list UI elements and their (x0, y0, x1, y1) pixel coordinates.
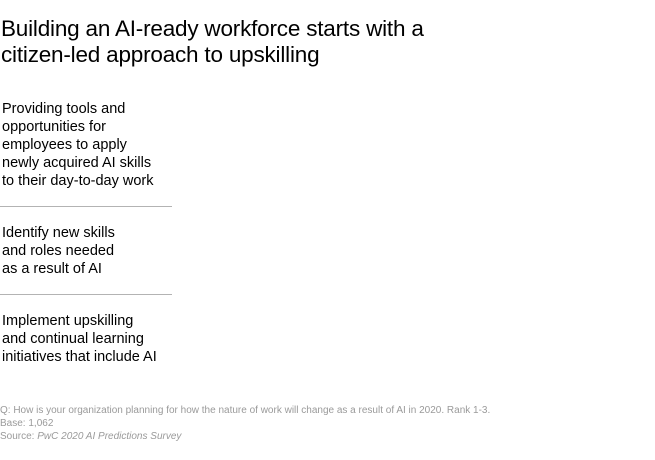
source-line (0, 430, 650, 443)
divider-1 (0, 206, 172, 207)
survey-base: Base: 1,062 (0, 418, 54, 429)
page-title: Building an AI-ready workforce starts with a citizen-led approach to upskilling (1, 16, 424, 67)
list-item-1-label: Providing tools and opportunities for employees to apply newly acquired AI skills to their day-to-day work (2, 101, 154, 189)
source-name: PwC 2020 AI Predictions Survey (37, 431, 182, 442)
survey-question: Q: How is your organization planning for how the nature of work will change as a result of AI in 2020. Rank 1-3. (0, 405, 491, 416)
list-item-2-label: Identify new skills and roles needed as a result of AI (2, 225, 115, 277)
divider-2 (0, 294, 172, 295)
list-item-3-label: Implement upskilling and continual learning initiatives that include AI (2, 313, 157, 365)
footnotes (0, 404, 650, 443)
source-prefix: Source: (0, 431, 38, 442)
